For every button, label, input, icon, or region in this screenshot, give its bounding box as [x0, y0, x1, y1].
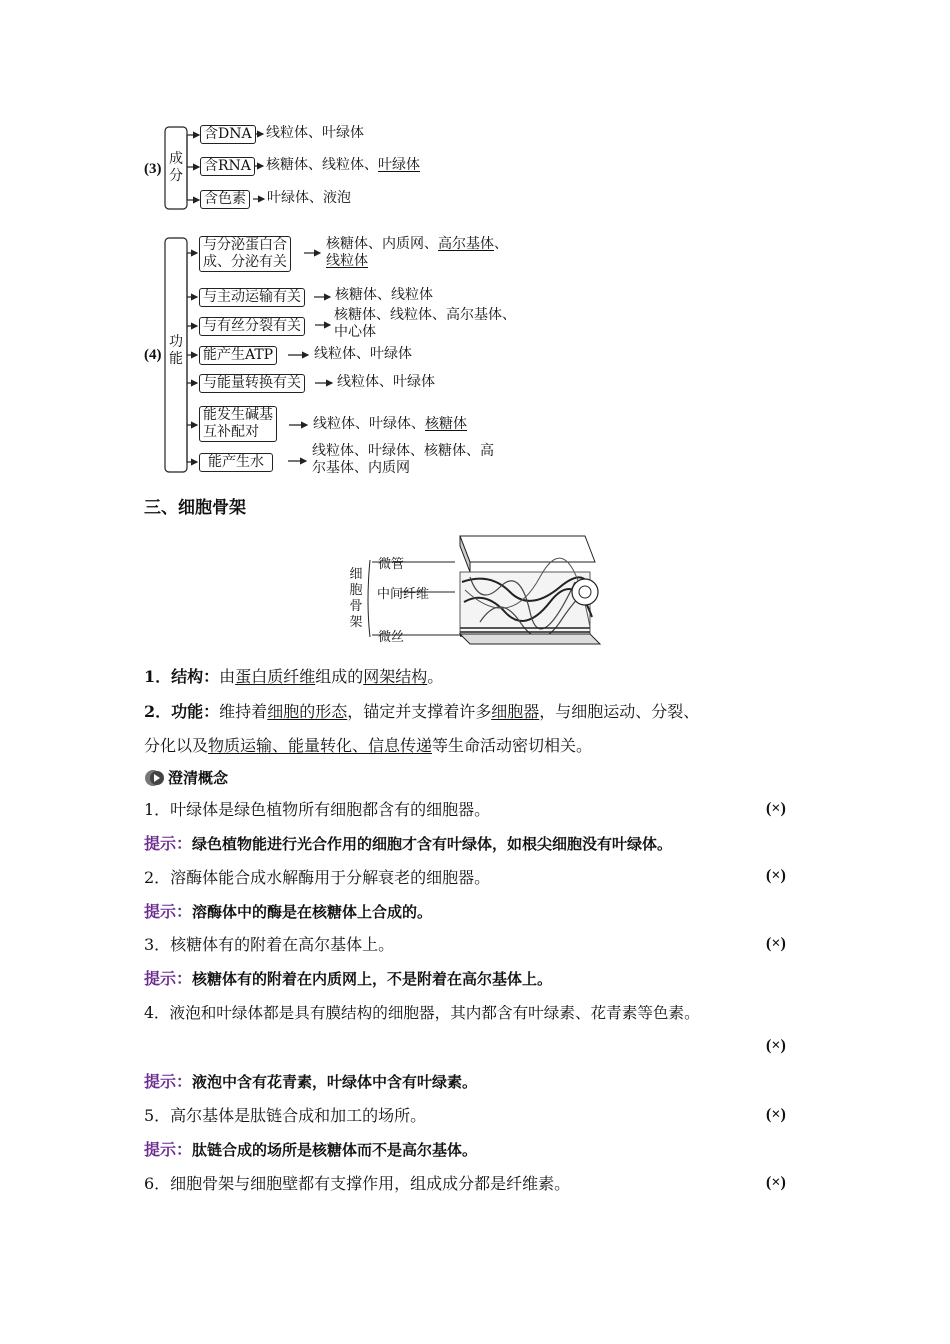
result-underlined: 线粒体: [326, 253, 368, 269]
underlined-text: 细胞器: [491, 702, 540, 721]
text: 分化以及: [144, 736, 209, 755]
question-4: 4．液泡和叶绿体都是具有膜结构的细胞器，其内都含有叶绿素、花青素等色素。: [144, 1004, 700, 1022]
hint-text: 肽链合成的场所是核糖体而不是高尔基体。: [192, 1141, 478, 1159]
result-text: 、: [494, 236, 508, 252]
structure-line: [144, 666, 443, 688]
hint-label: 提示：: [144, 969, 193, 988]
hint-label: 提示：: [144, 902, 193, 921]
text: 等生命活动密切相关。: [432, 736, 593, 755]
answer-mark-5: (×): [766, 1106, 786, 1123]
box-line: 成、分泌有关: [203, 254, 287, 270]
hint-text: 绿色植物能进行光合作用的细胞才含有叶绿体，如根尖细胞没有叶绿体。: [192, 835, 673, 853]
question-6: 6．细胞骨架与细胞壁都有支撑作用，组成成分都是纤维素。: [144, 1174, 571, 1193]
answer-mark-4: (×): [766, 1037, 786, 1054]
function-line-1: [144, 701, 699, 723]
active-transport-box: 与主动运输有关: [199, 288, 305, 307]
question-2: 2．溶酶体能合成水解酶用于分解衰老的细胞器。: [144, 868, 491, 887]
hint-text: 溶酶体中的酶是在核糖体上合成的。: [192, 903, 433, 921]
energy-box: 与能量转换有关: [199, 374, 305, 393]
base-pairing-result: [313, 416, 467, 433]
water-result: [312, 443, 494, 477]
box-line: 互补配对: [203, 424, 259, 440]
hint-2: [144, 901, 432, 923]
concept-title-row: [144, 767, 228, 788]
pigment-result: 叶绿体、液泡: [267, 190, 351, 206]
atp-box: 能产生ATP: [199, 346, 277, 365]
item-number: 1．: [144, 667, 172, 686]
active-transport-result: 核糖体、线粒体: [335, 287, 433, 303]
category-char: 成: [169, 151, 183, 167]
underlined-text: 物质运输、能量转化、信息传递: [208, 736, 433, 755]
result-line: 尔基体、内质网: [312, 460, 410, 476]
pigment-box: 含色素: [200, 190, 250, 209]
microtubule-label: 微管: [378, 557, 405, 572]
item-label: 功能: [171, 702, 204, 721]
atp-result: 线粒体、叶绿体: [314, 346, 412, 362]
result-line: 核糖体、线粒体、高尔基体、: [334, 307, 516, 323]
dna-box: 含DNA: [200, 125, 256, 144]
side-char: 骨: [349, 599, 363, 614]
hint-4: [144, 1071, 477, 1093]
text: 。: [427, 667, 444, 686]
concept-title: 澄清概念: [168, 769, 229, 787]
microfilament-label: 微丝: [378, 630, 405, 645]
item-colon: ：: [203, 667, 220, 686]
result-line: 线粒体、叶绿体、核糖体、高: [312, 443, 494, 459]
item-label: 结构: [171, 667, 204, 686]
underlined-text: 网架结构: [363, 667, 428, 686]
answer-mark-6: (×): [766, 1174, 786, 1191]
section4-number: (4): [144, 347, 162, 363]
result-underlined: 高尔基体: [438, 236, 494, 252]
section3-category: [168, 151, 184, 185]
intermediate-filament-label: 中间纤维: [377, 587, 430, 602]
result-text: 线粒体、叶绿体、: [313, 416, 425, 432]
text: ，与细胞运动、分裂、: [539, 702, 700, 721]
mitosis-result: [334, 307, 516, 341]
hint-text: 核糖体有的附着在内质网上，不是附着在高尔基体上。: [192, 970, 553, 988]
rna-result-underlined: 叶绿体: [378, 157, 420, 173]
text: 由: [219, 667, 236, 686]
dna-result: 线粒体、叶绿体: [266, 125, 364, 141]
function-line-2: [144, 735, 592, 757]
answer-mark-1: (×): [766, 800, 786, 817]
result-text: 核糖体、内质网、: [326, 236, 438, 252]
category-char: 能: [169, 351, 183, 367]
energy-result: 线粒体、叶绿体: [337, 374, 435, 390]
text: ，锚定并支撑着许多: [347, 702, 492, 721]
category-char: 分: [169, 168, 183, 184]
box-line: 与分泌蛋白合: [203, 237, 287, 253]
question-3: 3．核糖体有的附着在高尔基体上。: [144, 935, 395, 954]
side-char: 胞: [349, 583, 363, 598]
side-char: 架: [349, 615, 363, 630]
rna-box: 含RNA: [200, 157, 255, 176]
underlined-text: 蛋白质纤维: [235, 667, 316, 686]
section4-category: [168, 334, 184, 368]
section-heading: 三、细胞骨架: [144, 498, 246, 518]
answer-mark-2: (×): [766, 867, 786, 884]
underlined-text: 细胞的形态: [267, 702, 348, 721]
base-pairing-box: [199, 406, 277, 442]
result-line: 中心体: [334, 324, 376, 340]
mitosis-box: 与有丝分裂有关: [199, 317, 305, 336]
question-1: 1．叶绿体是绿色植物所有细胞都含有的细胞器。: [144, 800, 491, 819]
category-char: 功: [169, 334, 183, 350]
answer-mark-3: (×): [766, 935, 786, 952]
text: 维持着: [219, 702, 268, 721]
hint-5: [144, 1139, 477, 1161]
hint-text: 液泡中含有花青素，叶绿体中含有叶绿素。: [192, 1073, 478, 1091]
section3-number: (3): [144, 161, 162, 177]
result-underlined: 核糖体: [425, 416, 467, 432]
text: 组成的: [315, 667, 364, 686]
hint-1: [144, 833, 672, 855]
hint-label: 提示：: [144, 1140, 193, 1159]
item-colon: ：: [203, 702, 220, 721]
hint-3: [144, 968, 552, 990]
question-5: 5．高尔基体是肽链合成和加工的场所。: [144, 1106, 427, 1125]
rna-result: [266, 157, 420, 174]
side-char: 细: [349, 567, 363, 582]
rna-result-plain: 核糖体、线粒体、: [266, 157, 378, 173]
hint-label: 提示：: [144, 834, 193, 853]
hint-label: 提示：: [144, 1072, 193, 1091]
item-number: 2．: [144, 702, 172, 721]
water-box: 能产生水: [199, 453, 273, 472]
box-line: 能发生碱基: [203, 407, 273, 423]
play-badge-icon: [144, 769, 166, 787]
secretion-box: [199, 236, 291, 272]
secretion-result: [326, 236, 508, 270]
